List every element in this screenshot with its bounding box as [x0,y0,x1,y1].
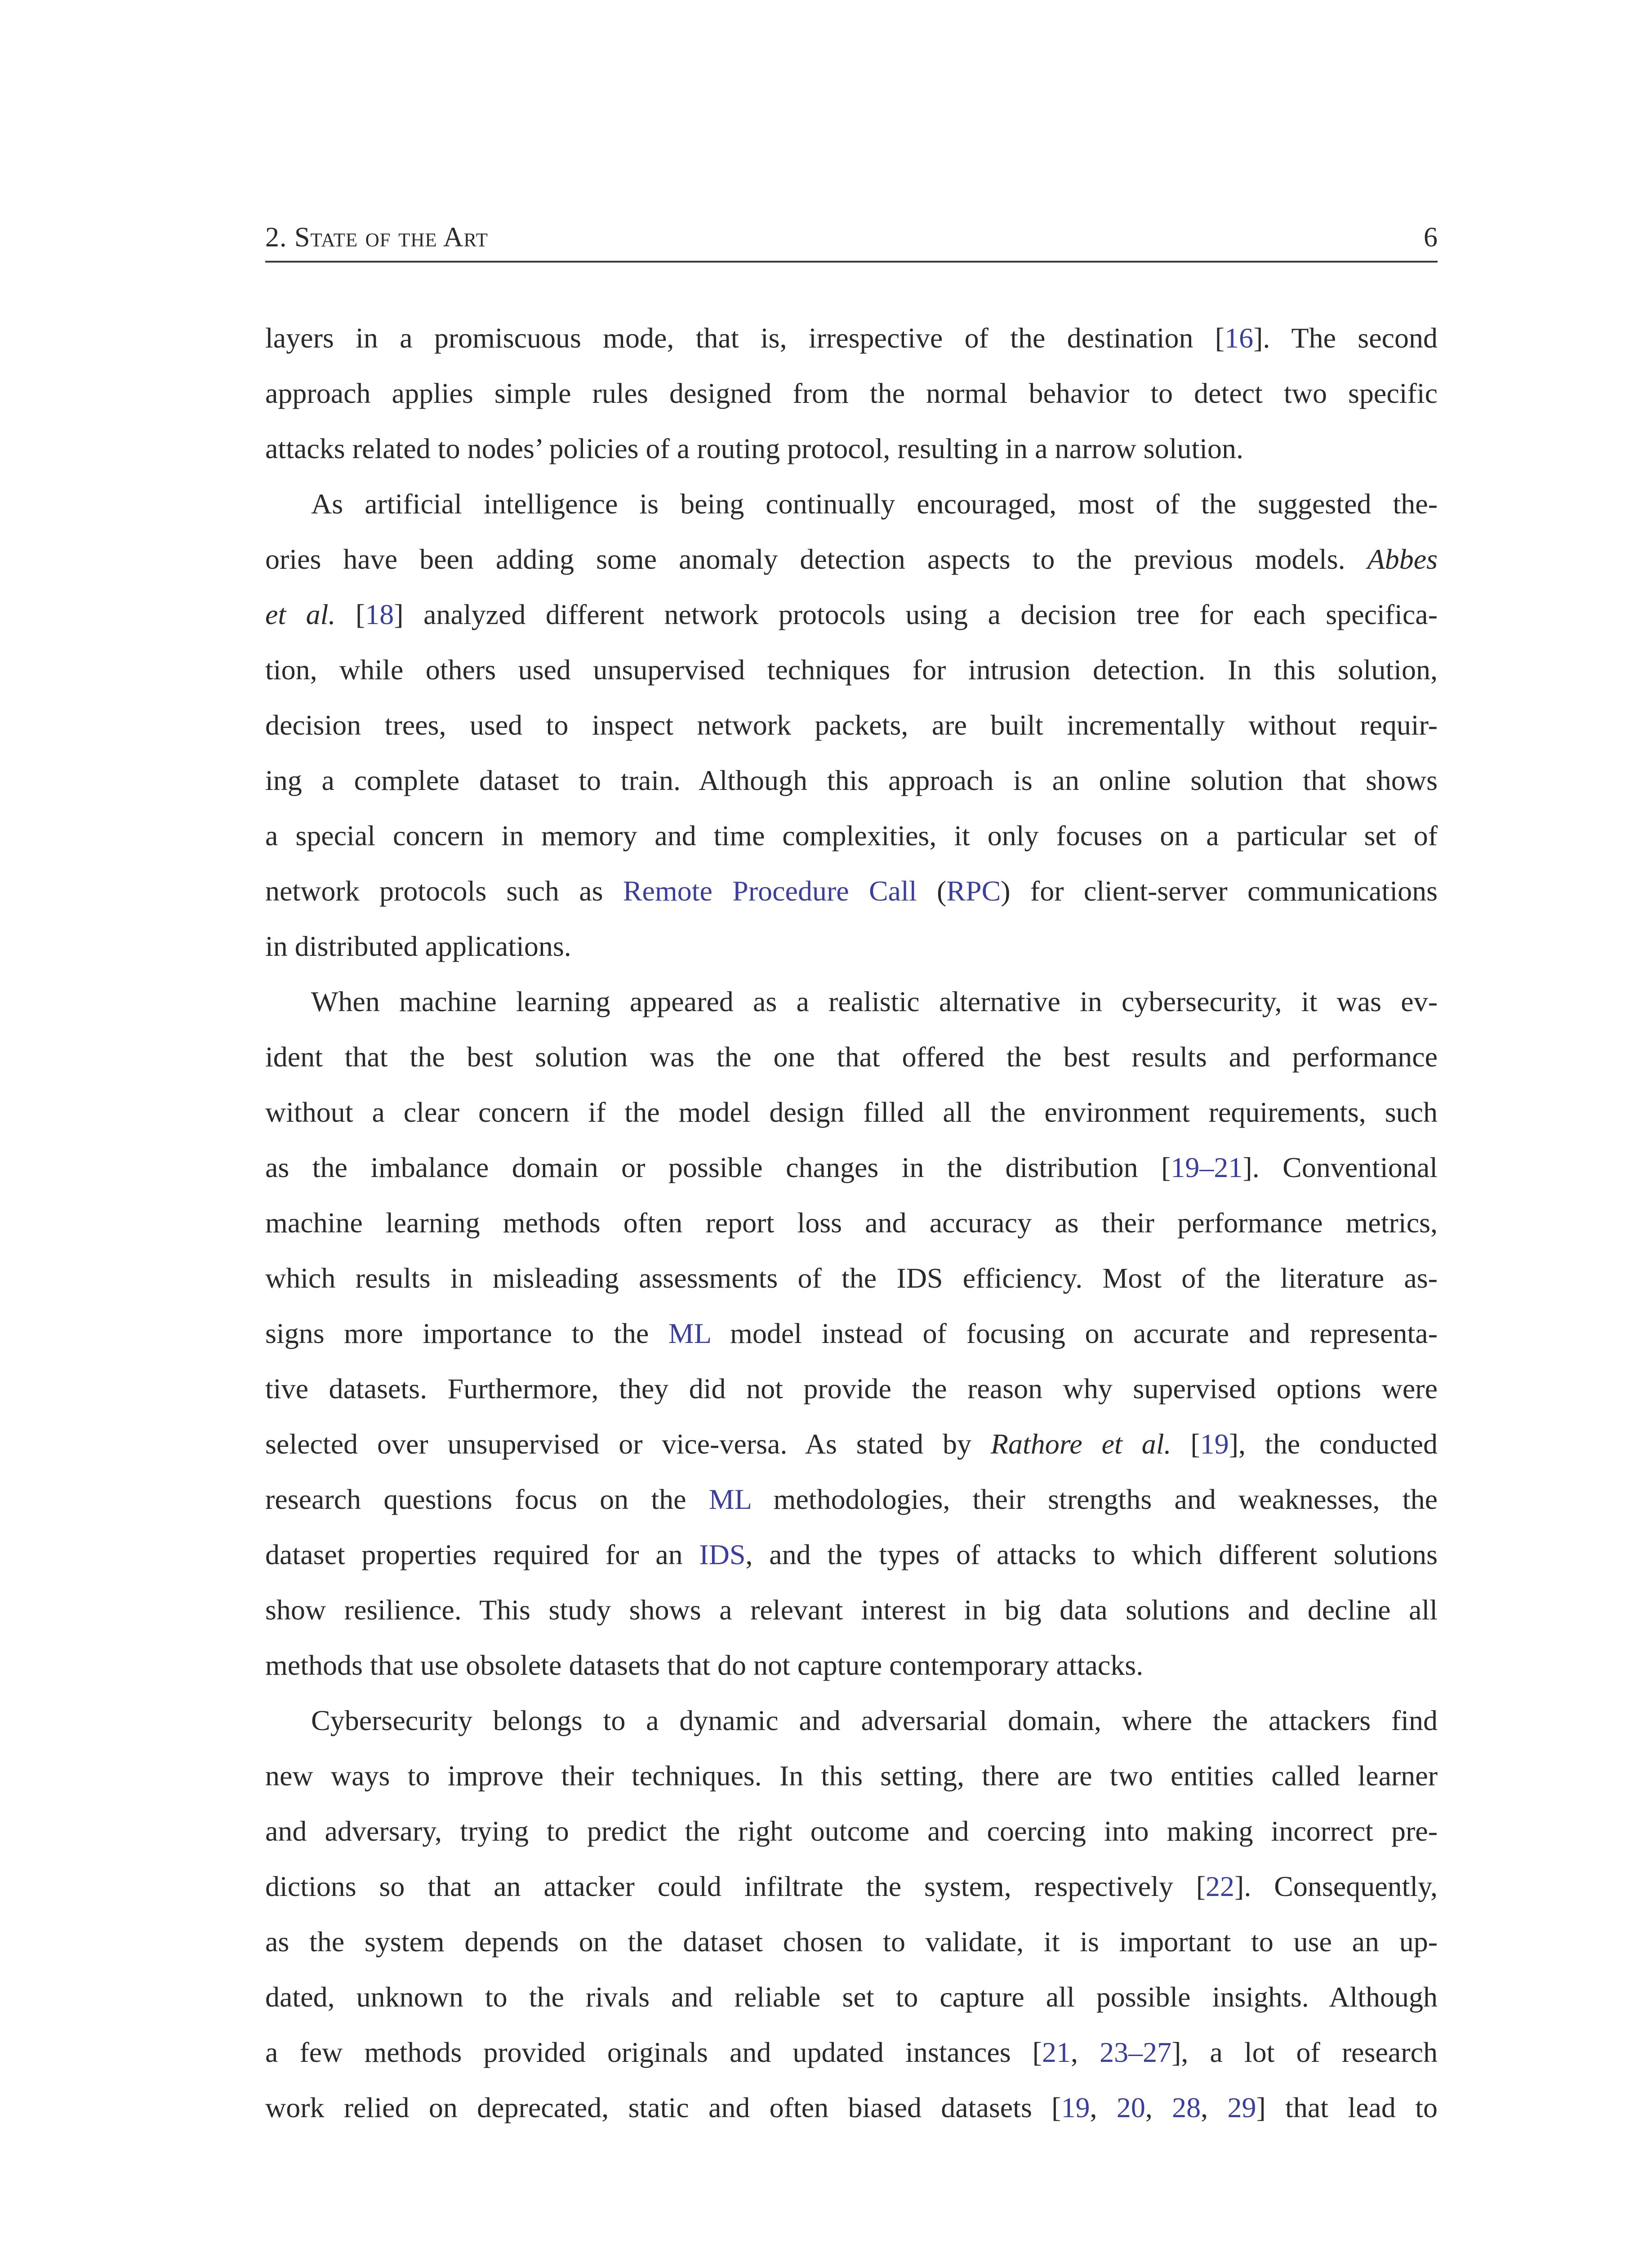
acronym-link[interactable]: ML [668,1317,711,1349]
citation-link[interactable]: 21 [1042,2036,1071,2068]
text-line: As artificial intelligence is being continually encouraged, most of the suggested the- [311,488,1438,520]
citation-link[interactable]: 16 [1225,322,1254,354]
acronym-link[interactable]: RPC [946,875,1001,907]
text-line: which results in misleading assessments of the IDS efficiency. Most of the literature as- [265,1262,1438,1294]
text-line: research questions focus on the ML methodologies, their strengths and weaknesses, the [265,1483,1438,1515]
author-name: Rathore et al. [990,1428,1171,1460]
text-line: dated, unknown to the rivals and reliable set to capture all possible insights. Although [265,1981,1438,2013]
text-line: work relied on deprecated, static and often biased datasets [19, 20, 28, 29] that lead to [265,2092,1438,2123]
text-line: a special concern in memory and time complexities, it only focuses on a particular set of [265,820,1438,852]
text-line: dictions so that an attacker could infiltrate the system, respectively [22]. Consequently, [265,1870,1438,1902]
text-line: When machine learning appeared as a realistic alternative in cybersecurity, it was ev- [311,986,1438,1017]
text-line: layers in a promiscuous mode, that is, irrespective of the destination [16]. The second [265,322,1438,354]
text-line: attacks related to nodes’ policies of a routing protocol, resulting in a narrow solution. [265,433,1244,464]
citation-link[interactable]: 22 [1206,1870,1235,1902]
acronym-link[interactable]: IDS [699,1539,746,1570]
body-text [265,310,1438,2135]
text-line: approach applies simple rules designed from the normal behavior to detect two specific [265,377,1438,409]
citation-link[interactable]: 29 [1227,2092,1256,2123]
acronym-link[interactable]: ML [708,1483,751,1515]
text-line: in distributed applications. [265,930,571,962]
page-number: 6 [1424,222,1438,253]
text-line: and adversary, trying to predict the right outcome and coercing into making incorrect pre- [265,1815,1438,1847]
text-line: as the system depends on the dataset chosen to validate, it is important to use an up- [265,1926,1438,1958]
text-line: tive datasets. Furthermore, they did not provide the reason why supervised options were [265,1373,1438,1405]
text-line: as the imbalance domain or possible changes in the distribution [19–21]. Conventional [265,1151,1438,1183]
chapter-title: State of the Art [294,222,488,253]
citation-link[interactable]: 20 [1116,2092,1145,2123]
citation-link[interactable]: 19–21 [1171,1151,1243,1183]
text-line: decision trees, used to inspect network packets, are built incrementally without requir- [265,709,1438,741]
chapter-heading [265,219,488,255]
text-line: show resilience. This study shows a relevant interest in big data solutions and decline all [265,1594,1438,1626]
text-line: new ways to improve their techniques. In this setting, there are two entities called learner [265,1760,1438,1792]
citation-link[interactable]: 19 [1061,2092,1090,2123]
text-line: without a clear concern if the model design filled all the environment requirements, such [265,1096,1438,1128]
text-line: selected over unsupervised or vice-versa. As stated by Rathore et al. [19], the conducted [265,1428,1438,1460]
text-line: methods that use obsolete datasets that do not capture contemporary attacks. [265,1649,1144,1681]
text-line: et al. [18] analyzed different network protocols using a decision tree for each specifica- [265,598,1438,630]
text-line: ident that the best solution was the one that offered the best results and performance [265,1041,1438,1073]
text-line: tion, while others used unsupervised techniques for intrusion detection. In this solution, [265,654,1438,686]
author-name: Abbes [1367,543,1438,575]
text-line: signs more importance to the ML model instead of focusing on accurate and representa- [265,1317,1438,1349]
text-line: network protocols such as Remote Procedure Call (RPC) for client-server communications [265,875,1438,907]
citation-link[interactable]: 23–27 [1100,2036,1172,2068]
chapter-number: 2. [265,222,287,253]
text-line: dataset properties required for an IDS, and the types of attacks to which different solutions [265,1539,1438,1570]
text-line: a few methods provided originals and updated instances [21, 23–27], a lot of research [265,2036,1438,2068]
citation-link[interactable]: 19 [1200,1428,1229,1460]
text-line: ing a complete dataset to train. Although this approach is an online solution that shows [265,764,1438,796]
text-line: machine learning methods often report loss and accuracy as their performance metrics, [265,1207,1438,1239]
running-head [265,219,1438,263]
author-name: et al. [265,598,336,630]
citation-link[interactable]: 18 [365,598,394,630]
text-line: ories have been adding some anomaly detection aspects to the previous models. Abbes [265,543,1438,575]
acronym-link[interactable]: Remote Procedure Call [623,875,917,907]
citation-link[interactable]: 28 [1172,2092,1201,2123]
text-line: Cybersecurity belongs to a dynamic and adversarial domain, where the attackers find [311,1704,1438,1736]
